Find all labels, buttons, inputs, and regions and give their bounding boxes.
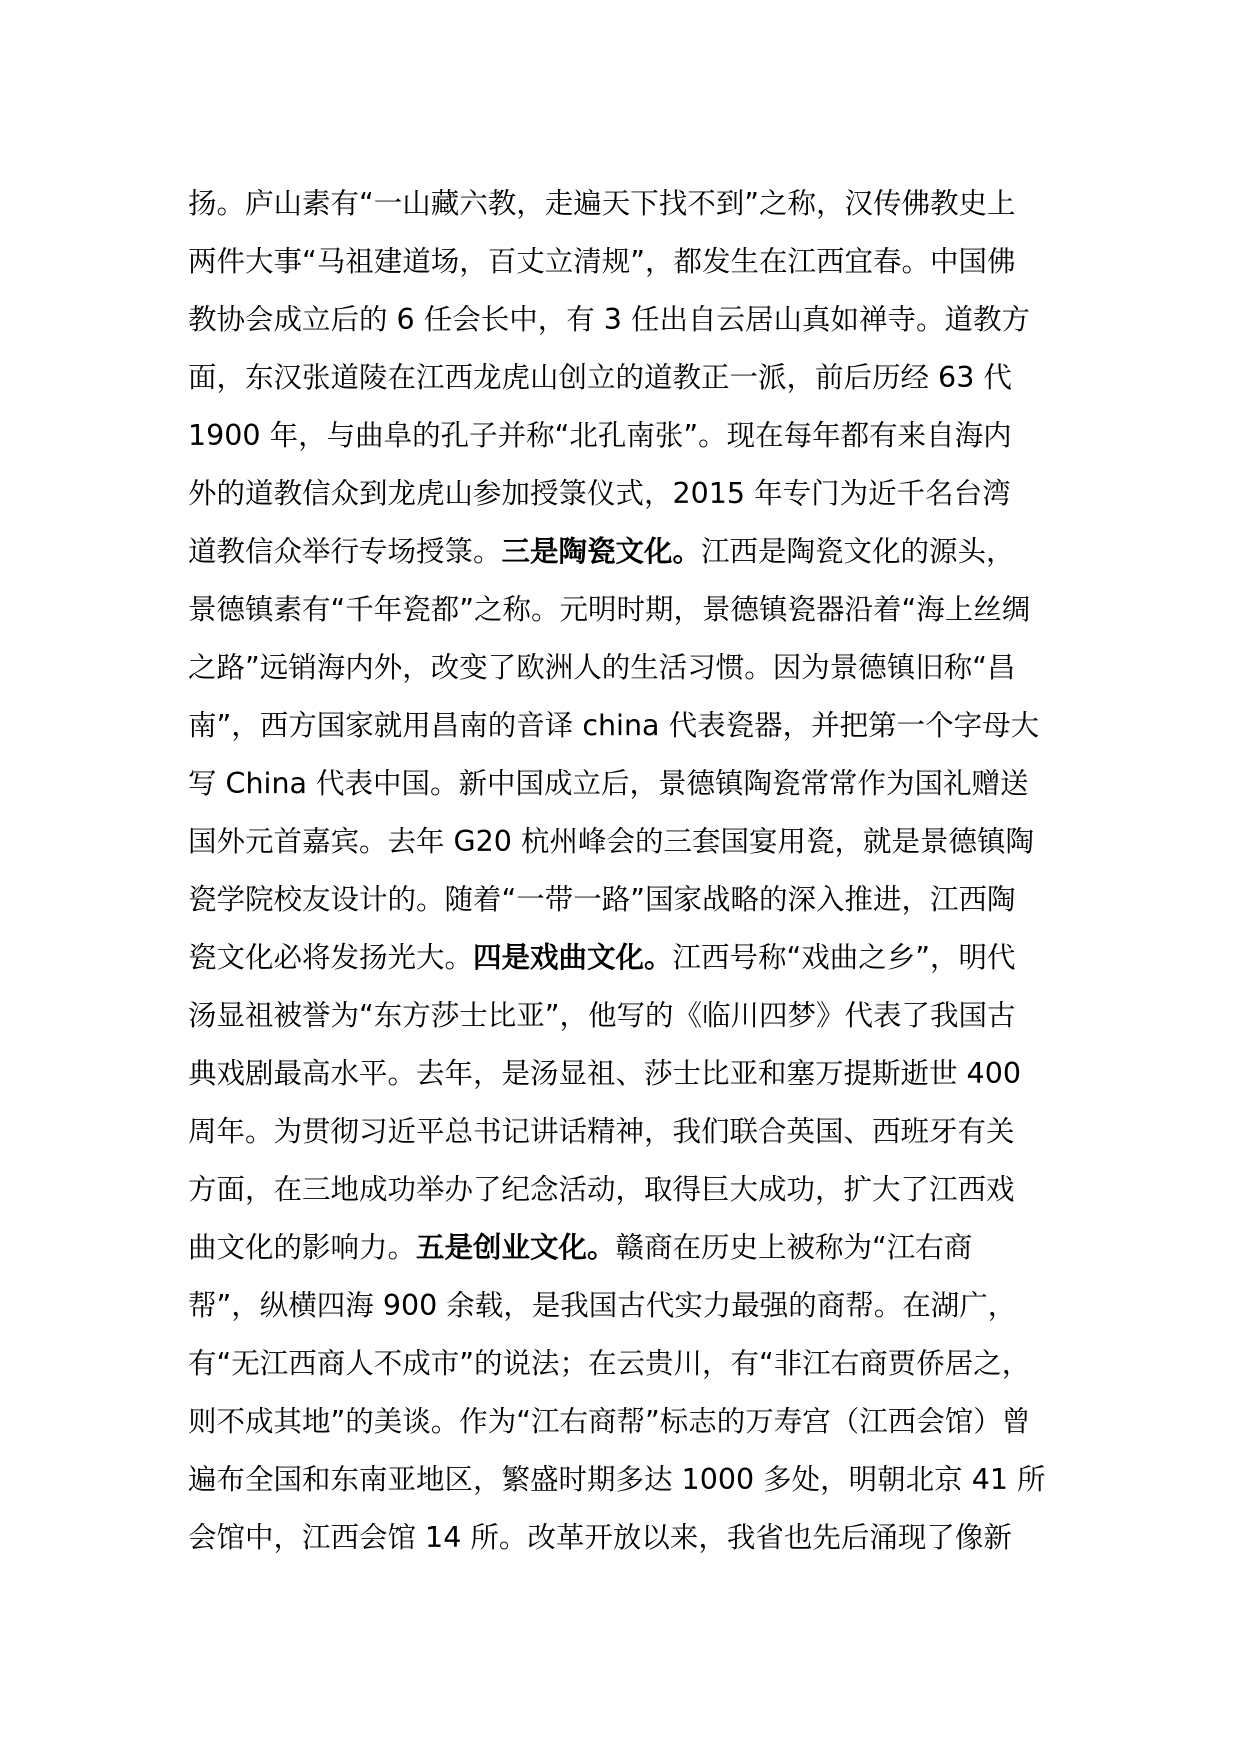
text-line (188, 1509, 1068, 1567)
text-segment: 外的道教信众到龙虎山参加授箓仪式，2015 年专门为近千名台湾 (188, 477, 1011, 510)
text-line (188, 233, 1068, 291)
text-segment: 周年。为贯彻习近平总书记讲话精神，我们联合英国、西班牙有关 (188, 1115, 1015, 1148)
text-line (188, 755, 1068, 813)
text-segment: 南”，西方国家就用昌南的音译 china 代表瓷器，并把第一个字母大 (188, 709, 1040, 742)
text-line (188, 175, 1068, 233)
bold-heading-segment: 五是创业文化。 (416, 1231, 616, 1264)
text-line (188, 349, 1068, 407)
text-segment: 曲文化的影响力。 (188, 1231, 417, 1264)
text-line (188, 929, 1068, 987)
text-segment: 面，东汉张道陵在江西龙虎山创立的道教正一派，前后历经 63 代 (188, 361, 1012, 394)
text-line (188, 1335, 1068, 1393)
text-segment: 道教信众举行专场授箓。 (188, 535, 502, 568)
text-line (188, 987, 1068, 1045)
text-segment: 写 China 代表中国。新中国成立后，景德镇陶瓷常常作为国礼赠送 (188, 767, 1029, 800)
text-segment: 景德镇素有“千年瓷都”之称。元明时期，景德镇瓷器沿着“海上丝绸 (188, 593, 1031, 626)
text-segment: 则不成其地”的美谈。作为“江右商帮”标志的万寿宫（江西会馆）曾 (188, 1405, 1031, 1438)
text-segment: 有“无江西商人不成市”的说法；在云贵川，有“非江右商贾侨居之， (188, 1347, 1031, 1380)
bold-heading-segment: 三是陶瓷文化。 (501, 535, 702, 568)
text-segment: 帮”，纵横四海 900 余载，是我国古代实力最强的商帮。在湖广， (188, 1289, 1017, 1322)
text-segment: 方面，在三地成功举办了纪念活动，取得巨大成功，扩大了江西戏 (188, 1173, 1015, 1206)
text-segment: 江西号称“戏曲之乡”，明代 (672, 941, 1016, 974)
text-segment: 教协会成立后的 6 任会长中，有 3 任出自云居山真如禅寺。道教方 (188, 303, 1031, 336)
text-segment: 两件大事“马祖建道场，百丈立清规”，都发生在江西宜春。中国佛 (188, 245, 1016, 278)
text-line (188, 581, 1068, 639)
text-line (188, 813, 1068, 871)
text-line (188, 1219, 1068, 1277)
text-line (188, 465, 1068, 523)
text-segment: 江西是陶瓷文化的源头， (701, 535, 1015, 568)
text-line (188, 291, 1068, 349)
text-line (188, 1393, 1068, 1451)
text-line (188, 1045, 1068, 1103)
text-segment: 国外元首嘉宾。去年 G20 杭州峰会的三套国宴用瓷，就是景德镇陶 (188, 825, 1034, 858)
text-segment: 遍布全国和东南亚地区，繁盛时期多达 1000 多处，明朝北京 41 所 (188, 1463, 1046, 1496)
text-line (188, 1277, 1068, 1335)
text-segment: 瓷文化必将发扬光大。 (188, 941, 474, 974)
text-segment: 扬。庐山素有“一山藏六教，走遍天下找不到”之称，汉传佛教史上 (188, 187, 1016, 220)
text-segment: 赣商在历史上被称为“江右商 (615, 1231, 973, 1264)
bold-heading-segment: 四是戏曲文化。 (473, 941, 673, 974)
text-line (188, 407, 1068, 465)
text-segment: 瓷学院校友设计的。随着“一带一路”国家战略的深入推进，江西陶 (188, 883, 1016, 916)
text-line (188, 1161, 1068, 1219)
text-line (188, 523, 1068, 581)
text-segment: 之路”远销海内外，改变了欧洲人的生活习惯。因为景德镇旧称“昌 (188, 651, 1016, 684)
text-segment: 汤显祖被誉为“东方莎士比亚”，他写的《临川四梦》代表了我国古 (188, 999, 1016, 1032)
text-segment: 典戏剧最高水平。去年，是汤显祖、莎士比亚和塞万提斯逝世 400 (188, 1057, 1021, 1090)
text-line (188, 871, 1068, 929)
text-segment: 1900 年，与曲阜的孔子并称“北孔南张”。现在每年都有来自海内 (188, 419, 1012, 452)
text-line (188, 639, 1068, 697)
text-segment: 会馆中，江西会馆 14 所。改革开放以来，我省也先后涌现了像新 (188, 1521, 1012, 1554)
text-line (188, 697, 1068, 755)
body-text (188, 175, 1068, 1567)
text-line (188, 1451, 1068, 1509)
text-line (188, 1103, 1068, 1161)
